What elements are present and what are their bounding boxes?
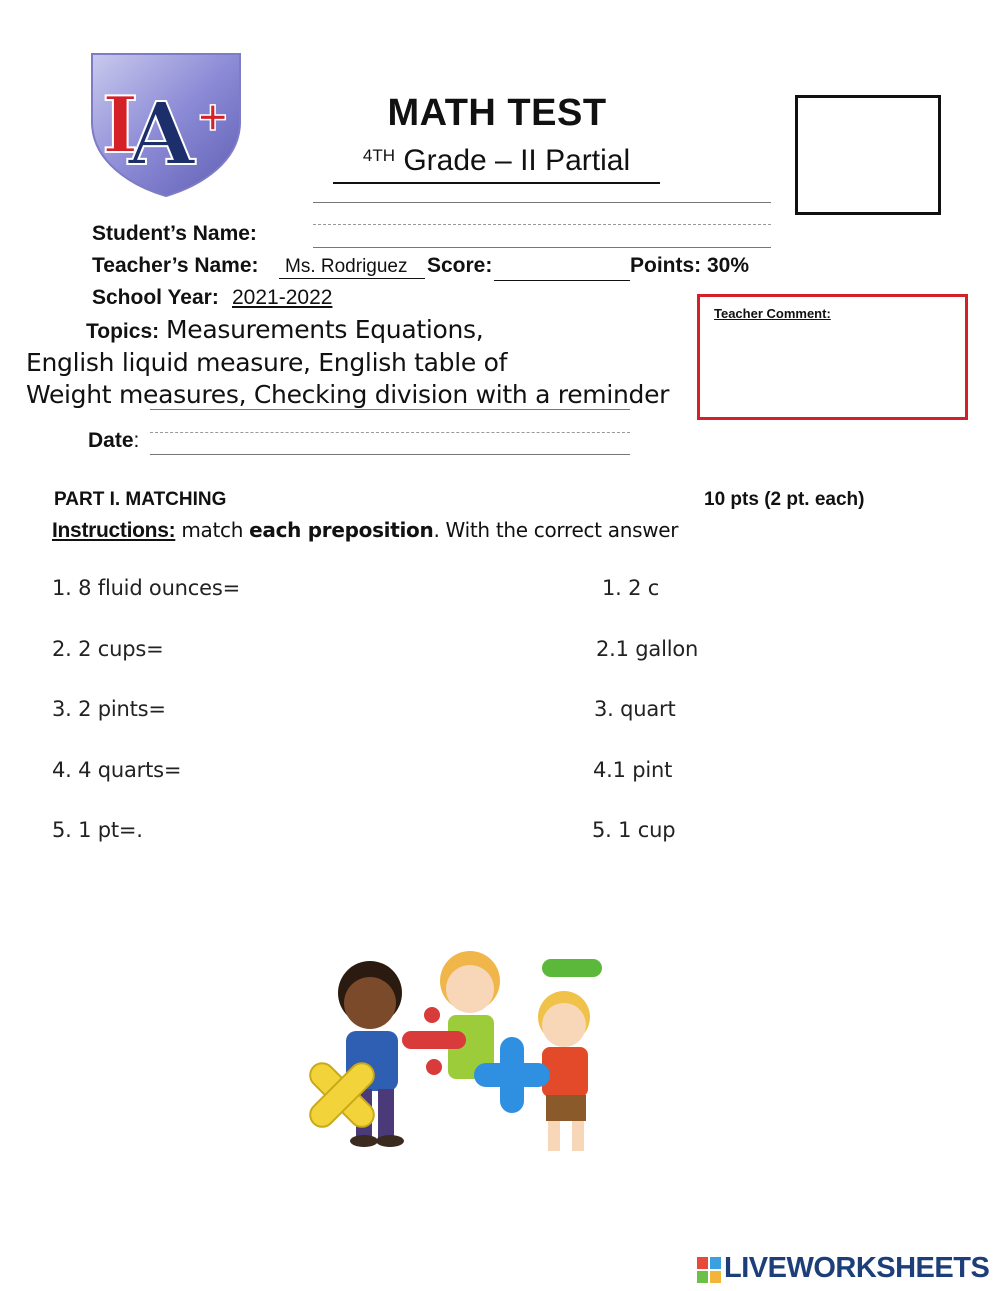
score-label: Score: — [427, 254, 493, 277]
teacher-name-label: Teacher’s Name: — [92, 254, 259, 277]
topics-underline — [150, 409, 630, 410]
date-label-text: Date — [88, 429, 134, 452]
date-label — [88, 429, 139, 453]
date-colon: : — [133, 429, 140, 452]
date-line — [150, 454, 630, 455]
grade-superscript: 4TH — [362, 146, 395, 165]
teacher-comment-label: Teacher Comment: — [714, 306, 831, 321]
topics-label: Topics: — [86, 320, 160, 343]
grade-subtitle — [333, 144, 660, 184]
part1-instructions — [52, 518, 678, 543]
topics-line-1: Measurements Equations, — [166, 315, 484, 344]
student-line-top — [313, 202, 771, 203]
left-item-4: 4. 4 quarts= — [52, 758, 182, 782]
topics-line-2: English liquid measure, English table of — [26, 348, 508, 377]
page-title: MATH TEST — [387, 92, 607, 134]
left-item-5: 5. 1 pt=. — [52, 818, 143, 842]
score-input[interactable] — [494, 256, 630, 281]
school-year-label: School Year: — [92, 286, 219, 309]
date-input[interactable] — [150, 428, 630, 454]
score-box[interactable] — [795, 95, 941, 215]
liveworksheets-brand: LIVEWORKSHEETS — [724, 1252, 990, 1284]
teacher-name-value: Ms. Rodriguez — [279, 256, 425, 279]
topics-line-3: Weight measures, Checking division with a reminder — [26, 380, 670, 409]
instructions-label: Instructions: — [52, 519, 176, 542]
svg-text:+: + — [196, 94, 230, 140]
points-label: Points: 30% — [630, 254, 750, 277]
instructions-pre: match — [175, 518, 250, 542]
grade-text: Grade – II Partial — [395, 144, 631, 177]
school-year-value: 2021-2022 — [232, 286, 333, 309]
right-item-3: 3. quart — [594, 697, 676, 721]
left-item-2: 2. 2 cups= — [52, 637, 164, 661]
part1-title: PART I. MATCHING — [54, 489, 227, 510]
liveworksheets-logo-icon — [697, 1257, 721, 1283]
right-item-2: 2.1 gallon — [596, 637, 699, 661]
student-name-input[interactable] — [290, 222, 770, 248]
left-item-3: 3. 2 pints= — [52, 697, 166, 721]
instructions-bold: each preposition — [249, 518, 434, 542]
part1-points: 10 pts (2 pt. each) — [704, 489, 865, 510]
right-item-1: 1. 2 c — [602, 576, 660, 600]
instructions-post: . With the correct answer — [433, 518, 679, 542]
right-item-5: 5. 1 cup — [592, 818, 676, 842]
svg-text:I: I — [102, 80, 139, 171]
student-name-label: Student’s Name: — [92, 222, 257, 245]
kids-math-illustration — [298, 945, 634, 1175]
svg-text:A: A — [128, 84, 195, 185]
right-item-4: 4.1 pint — [593, 758, 673, 782]
left-item-1: 1. 8 fluid ounces= — [52, 576, 240, 600]
